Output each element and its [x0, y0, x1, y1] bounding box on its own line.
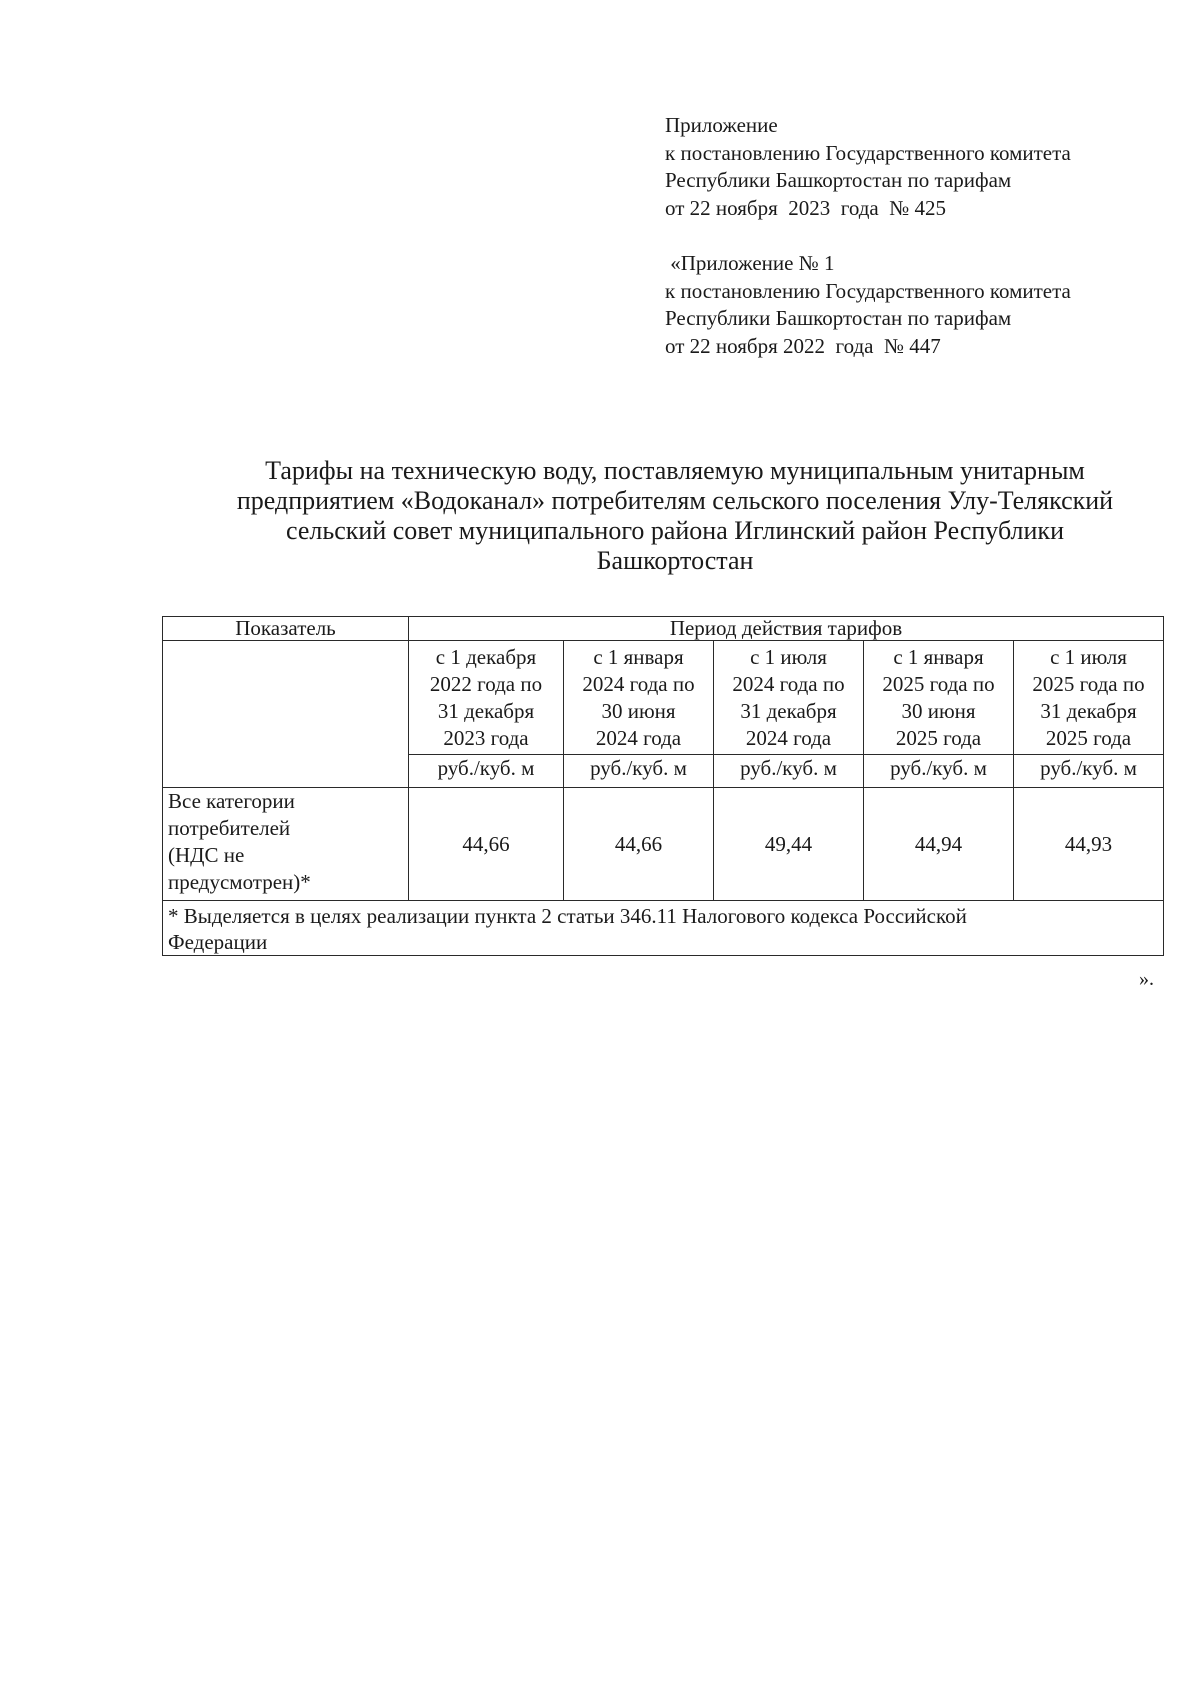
period-line: 2024 года по — [582, 672, 695, 696]
period-line: 30 июня — [601, 699, 676, 723]
period-line: 2022 года по — [429, 672, 543, 696]
tariff-value: 44,93 — [1014, 788, 1164, 901]
footnote-cell — [163, 901, 1164, 956]
closing-quote: ». — [1139, 968, 1154, 990]
table-row — [163, 788, 1164, 901]
period-line: 2025 года по — [882, 672, 995, 696]
period-line: с 1 июля — [750, 645, 827, 669]
period-line: с 1 января — [893, 645, 984, 669]
tariff-value: 49,44 — [714, 788, 864, 901]
period-cell — [564, 641, 714, 755]
period-line: с 1 января — [593, 645, 684, 669]
appendix-line: Республики Башкортостан по тарифам — [665, 168, 1012, 192]
document-title — [160, 456, 1190, 576]
period-line: 31 декабря — [1040, 699, 1137, 723]
tariff-value: 44,66 — [409, 788, 564, 901]
unit-cell: руб./куб. м — [1014, 755, 1164, 788]
footnote-row — [163, 901, 1164, 956]
appendix-line: от 22 ноября 2022 года № 447 — [665, 333, 941, 358]
period-line: 2024 года по — [732, 672, 845, 696]
title-line: сельский совет муниципального района Иглинский район Республики — [286, 516, 1064, 545]
category-cell — [163, 788, 409, 901]
footnote-line: * Выделяется в целях реализации пункта 2 статьи 346.11 Налогового кодекса Российской — [168, 904, 967, 928]
tariff-table — [162, 616, 1164, 956]
unit-cell: руб./куб. м — [409, 755, 564, 788]
period-line: с 1 декабря — [435, 645, 537, 669]
period-line: 2025 года — [1045, 726, 1132, 750]
title-line: Тарифы на техническую воду, поставляемую муниципальным унитарным — [265, 456, 1085, 485]
period-line: 30 июня — [901, 699, 976, 723]
category-line: (НДС не — [168, 843, 245, 867]
period-line: 2025 года по — [1032, 672, 1145, 696]
title-line: предприятием «Водоканал» потребителям сельского поселения Улу-Телякский — [236, 486, 1114, 515]
appendix-current-block — [665, 112, 1071, 222]
category-line: потребителей — [168, 816, 291, 840]
appendix-line: Республики Башкортостан по тарифам — [665, 306, 1012, 330]
category-line: Все категории — [168, 789, 295, 813]
period-header: Период действия тарифов — [409, 617, 1164, 641]
period-row — [163, 641, 1164, 755]
period-line: 2023 года — [443, 726, 529, 750]
indicator-header: Показатель — [163, 617, 409, 641]
appendix-line: к постановлению Государственного комитета — [665, 278, 1071, 303]
period-line: 31 декабря — [437, 699, 535, 723]
unit-cell: руб./куб. м — [864, 755, 1014, 788]
title-line: Башкортостан — [596, 546, 754, 575]
period-line: 2024 года — [595, 726, 682, 750]
appendix-amended-block — [665, 250, 1071, 360]
unit-cell: руб./куб. м — [714, 755, 864, 788]
period-cell — [409, 641, 564, 755]
appendix-line: к постановлению Государственного комитета — [665, 140, 1071, 165]
empty-indicator-cell — [163, 641, 409, 788]
period-line: 31 декабря — [740, 699, 837, 723]
period-cell — [864, 641, 1014, 755]
footnote-line: Федерации — [168, 930, 268, 954]
unit-cell: руб./куб. м — [564, 755, 714, 788]
period-cell — [714, 641, 864, 755]
tariff-value: 44,94 — [864, 788, 1014, 901]
tariff-value: 44,66 — [564, 788, 714, 901]
appendix-line: Приложение — [665, 113, 778, 137]
period-line: 2024 года — [745, 726, 832, 750]
period-cell — [1014, 641, 1164, 755]
appendix-line: от 22 ноября 2023 года № 425 — [665, 195, 947, 220]
table-header-row — [163, 617, 1164, 641]
appendix-line: «Приложение № 1 — [665, 251, 835, 275]
period-line: с 1 июля — [1050, 645, 1127, 669]
period-line: 2025 года — [895, 726, 982, 750]
category-line: предусмотрен)* — [168, 870, 311, 894]
